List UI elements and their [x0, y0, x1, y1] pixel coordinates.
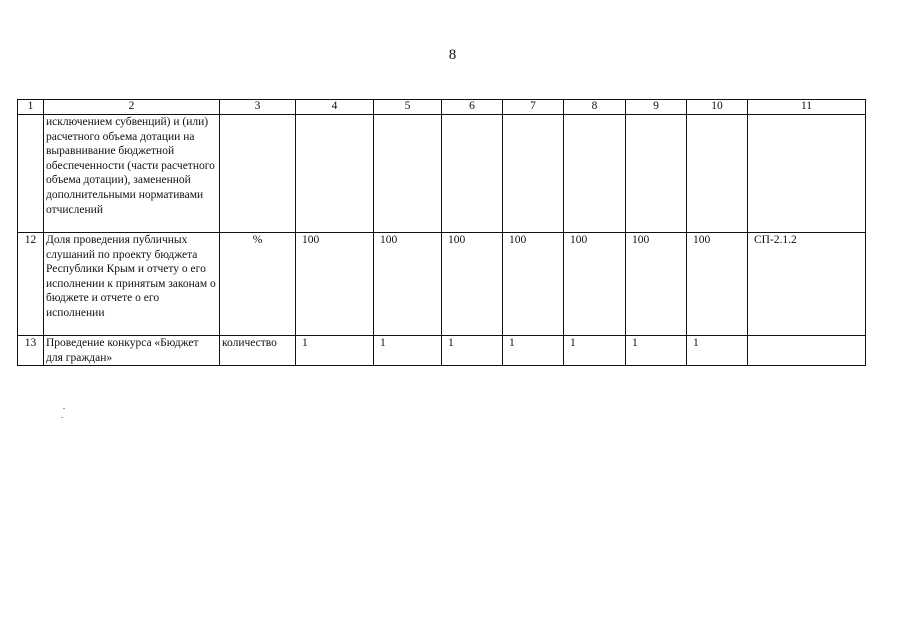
- value-cell: 1: [626, 336, 687, 366]
- code-cell: [748, 115, 866, 233]
- unit-cell: количество: [220, 336, 296, 366]
- header-col-4: 4: [296, 100, 374, 115]
- header-col-8: 8: [564, 100, 626, 115]
- value-cell: [296, 115, 374, 233]
- value-cell: 1: [442, 336, 503, 366]
- header-col-1: 1: [18, 100, 44, 115]
- value-cell: 100: [503, 233, 564, 336]
- value-cell: 100: [374, 233, 442, 336]
- value-cell: 100: [626, 233, 687, 336]
- value-cell: 1: [296, 336, 374, 366]
- value-cell: 100: [687, 233, 748, 336]
- value-cell: [626, 115, 687, 233]
- unit-cell: %: [220, 233, 296, 336]
- indicator-description: Доля проведения публичных слушаний по проекту бюджета Республики Крым и отчету о его исполнении к принятым законам о бюджете и отчете о его исполнении: [44, 233, 220, 336]
- indicator-description: исключением субвенций) и (или) расчетного объема дотации на выравнивание бюджетной обеспеченности (части расчетного объема дотации), замененной дополнительными нормативами отчислений: [44, 115, 220, 233]
- value-cell: [374, 115, 442, 233]
- page-number: 8: [448, 47, 457, 63]
- table-row: [18, 336, 866, 366]
- header-col-5: 5: [374, 100, 442, 115]
- code-cell: [748, 336, 866, 366]
- value-cell: 1: [687, 336, 748, 366]
- value-cell: 1: [503, 336, 564, 366]
- header-col-11: 11: [748, 100, 866, 115]
- value-cell: 1: [374, 336, 442, 366]
- header-col-2: 2: [44, 100, 220, 115]
- indicators-table: [17, 99, 866, 366]
- value-cell: [503, 115, 564, 233]
- value-cell: [687, 115, 748, 233]
- value-cell: [442, 115, 503, 233]
- header-col-3: 3: [220, 100, 296, 115]
- code-cell: СП-2.1.2: [748, 233, 866, 336]
- value-cell: 100: [442, 233, 503, 336]
- scan-speck: [61, 417, 63, 418]
- header-col-7: 7: [503, 100, 564, 115]
- value-cell: 1: [564, 336, 626, 366]
- table-row: [18, 233, 866, 336]
- value-cell: 100: [296, 233, 374, 336]
- table-row: [18, 115, 866, 233]
- table-header-row: [18, 100, 866, 115]
- header-col-10: 10: [687, 100, 748, 115]
- value-cell: [564, 115, 626, 233]
- row-number: 12: [18, 233, 44, 336]
- unit-cell: [220, 115, 296, 233]
- header-col-6: 6: [442, 100, 503, 115]
- indicator-description: Проведение конкурса «Бюджет для граждан»: [44, 336, 220, 366]
- row-number: [18, 115, 44, 233]
- scan-speck: [63, 408, 65, 409]
- header-col-9: 9: [626, 100, 687, 115]
- row-number: 13: [18, 336, 44, 366]
- value-cell: 100: [564, 233, 626, 336]
